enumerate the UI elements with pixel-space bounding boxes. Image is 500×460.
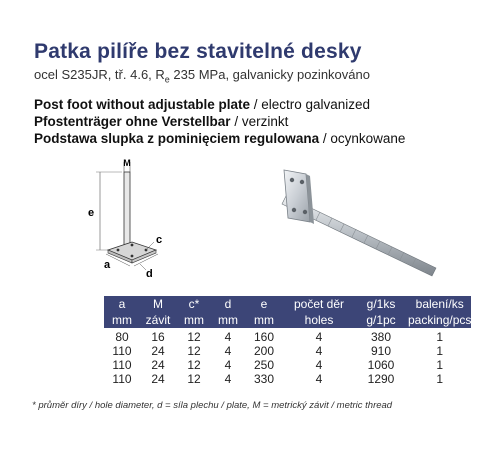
description-de-rest: / verzinkt [230, 114, 289, 129]
material-spec [34, 67, 370, 85]
th-a: a [104, 296, 140, 312]
description-pl-bold: Podstawa slupka z pominięciem regulowana [34, 131, 320, 146]
material-spec-sub: e [164, 74, 170, 85]
technical-drawing [70, 150, 180, 280]
th-e: e [244, 296, 284, 312]
description-pl-rest: / ocynkowane [319, 131, 406, 146]
table-cell: 24 [151, 344, 165, 358]
dim-label-a: a [104, 259, 111, 271]
th-holes: počet děr [284, 296, 354, 312]
table-cell: 250 [253, 358, 275, 372]
table-cell: 1 [436, 372, 444, 386]
table-cell: 4 [315, 358, 323, 372]
table-cell: 24 [151, 358, 165, 372]
material-spec-post: 235 MPa, galvanicky pozinkováno [169, 67, 370, 82]
table-cell: 1060 [367, 358, 395, 372]
product-title: Patka pilíře bez stavitelné desky [34, 40, 362, 63]
table-cell: 12 [187, 358, 201, 372]
th-unit-holes: holes [284, 312, 354, 328]
dim-label-e: e [88, 207, 95, 219]
table-cell: 12 [187, 344, 201, 358]
table-cell: 1 [436, 330, 444, 344]
th-unit-c: mm [176, 312, 212, 328]
table-header-units-row [104, 312, 471, 328]
table-cell: 24 [151, 372, 165, 386]
table-cell: 16 [151, 330, 165, 344]
th-unit-a: mm [104, 312, 140, 328]
table-row [104, 328, 471, 344]
table-cell: 1290 [367, 372, 395, 386]
table-cell: 110 [112, 358, 132, 372]
table-cell: 4 [224, 330, 232, 344]
description-en [34, 97, 370, 112]
table-cell: 4 [224, 344, 232, 358]
table-cell: 330 [253, 372, 275, 386]
table-cell: 1 [436, 358, 444, 372]
table-cell: 160 [253, 330, 275, 344]
table-row [104, 344, 471, 358]
dim-label-c: c [156, 234, 163, 246]
material-spec-pre: ocel S235JR, tř. 4.6, R [34, 67, 165, 82]
dim-label-d: d [146, 268, 153, 280]
description-en-bold: Post foot without adjustable plate [34, 97, 250, 112]
table-header-row [104, 296, 471, 312]
product-photo [250, 160, 450, 290]
th-d: d [212, 296, 244, 312]
table-row [104, 372, 471, 386]
table-cell: 380 [370, 330, 392, 344]
th-c: c* [176, 296, 212, 312]
table-cell: 4 [224, 358, 232, 372]
table-cell: 4 [224, 372, 232, 386]
table-cell: 12 [187, 372, 201, 386]
table-cell: 4 [315, 344, 323, 358]
footnote: * průměr díry / hole diameter, d = síla plechu / plate, M = metrický závit / metric thread [32, 400, 393, 411]
description-en-rest: / electro galvanized [250, 97, 371, 112]
table-cell: 110 [112, 344, 132, 358]
th-unit-e: mm [244, 312, 284, 328]
table-cell: 110 [112, 372, 132, 386]
th-packing: balení/ks [408, 296, 471, 312]
table-cell: 910 [370, 344, 392, 358]
th-unit-m: závit [140, 312, 176, 328]
dim-label-m: M [123, 158, 131, 168]
th-unit-d: mm [212, 312, 244, 328]
description-pl [34, 131, 405, 146]
spec-table [104, 296, 471, 386]
description-de [34, 114, 288, 129]
table-cell: 4 [315, 330, 323, 344]
th-m: M [140, 296, 176, 312]
table-cell: 4 [315, 372, 323, 386]
th-unit-weight: g/1pc [354, 312, 408, 328]
table-cell: 1 [436, 344, 444, 358]
table-cell: 80 [115, 330, 129, 344]
table-row [104, 358, 471, 372]
th-weight: g/1ks [354, 296, 408, 312]
description-de-bold: Pfostenträger ohne Verstellbar [34, 114, 231, 129]
table-cell: 200 [253, 344, 275, 358]
th-unit-packing: packing/pcs [408, 313, 472, 327]
table-cell: 12 [187, 330, 201, 344]
